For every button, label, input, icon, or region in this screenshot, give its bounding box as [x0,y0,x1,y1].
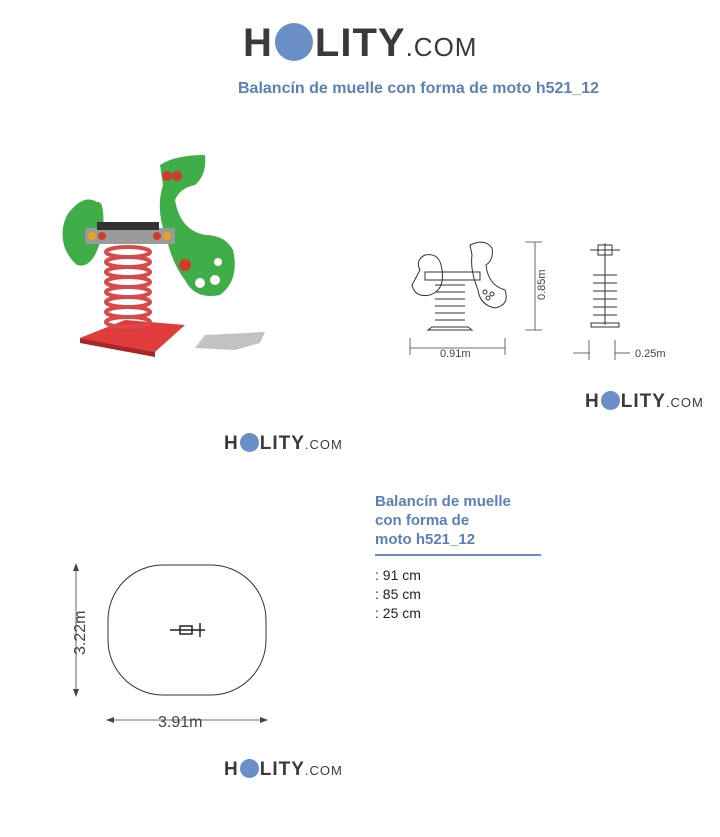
logo-o-icon [601,391,620,410]
spec-length: : 91 cm [375,567,421,583]
side-view-drawing [400,230,550,365]
logo-text: LITY [314,21,406,65]
logo-letter-h: H [585,391,600,412]
footrest-knob [179,259,191,271]
spec-height: : 85 cm [375,586,421,602]
logo-com: .COM [665,395,704,410]
front-outline [470,242,506,308]
handle-knob [162,171,172,181]
bolt-icon [153,232,161,240]
base-outline [428,327,472,330]
holity-logo[interactable] [243,18,477,66]
base-plate [80,320,185,352]
logo-com: .COM [405,32,478,62]
logo-letter-h: H [243,21,273,65]
product-title-line: Balancín de muelle [375,493,511,510]
page-title: Balancín de muelle con forma de moto h521_12 [238,80,599,97]
logo-com: .COM [304,437,343,452]
spring-outline [435,285,465,320]
length-label: 0.91m [440,348,471,360]
seat-back-outline [412,255,443,296]
spring-coil [106,247,150,327]
seat-bar-outline [425,272,480,280]
safety-area-drawing [60,555,280,740]
bolt-icon [98,232,106,240]
handle-knob [172,171,182,181]
bolt-icon [88,232,96,240]
width-label: 0.25m [635,348,666,360]
product-title [375,492,540,549]
logo-letter-h: H [224,433,239,454]
logo-text: LITY [259,433,305,454]
logo-letter-h: H [224,759,239,780]
holity-logo[interactable] [224,756,343,781]
logo-o-icon [275,23,313,61]
area-height-label: 3.22m [72,610,89,655]
seat-top [97,222,159,230]
shadow-shape [195,332,265,350]
wheel-hole [214,258,222,266]
height-label: 0.85m [536,269,548,300]
product-title-line: moto h521_12 [375,531,476,548]
logo-text: LITY [620,391,666,412]
logo-com: .COM [304,763,343,778]
wheel-hole [210,275,220,285]
front-view-drawing [565,235,680,365]
spec-width: : 25 cm [375,605,421,621]
product-title-line: con forma de [375,512,470,529]
logo-o-icon [240,433,259,452]
holity-logo[interactable] [224,430,343,455]
holity-logo[interactable] [585,388,704,413]
title-divider [375,554,541,556]
wheel-hole [195,278,205,288]
logo-text: LITY [259,759,305,780]
bolt-icon [163,232,171,240]
logo-o-icon [240,759,259,778]
area-length-label: 3.91m [158,714,203,731]
equipment-top-view [170,623,205,637]
product-image [55,140,270,360]
